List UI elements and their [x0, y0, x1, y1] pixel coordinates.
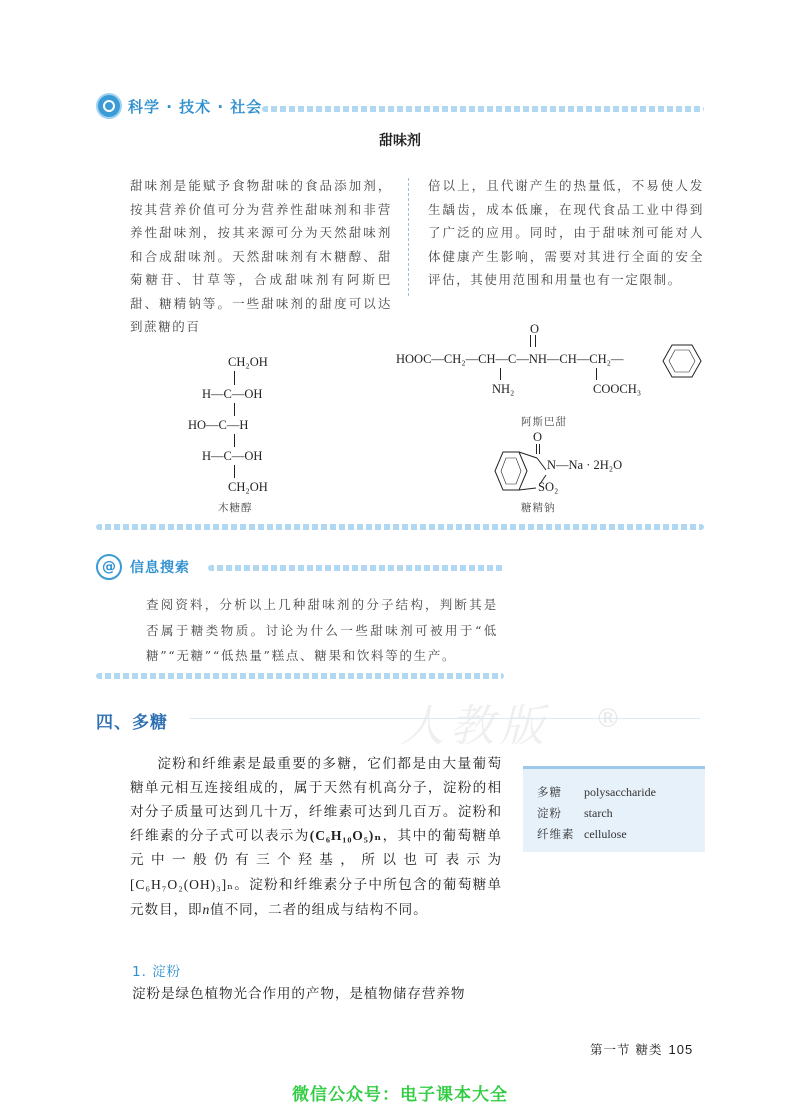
paragraph-text-3: 。淀粉和纤维素分子中所包含的葡萄糖单元数目，即 — [130, 876, 502, 918]
paragraph-text-2: ，其中的葡萄糖单元中一般仍有三个羟基，所以也可表示为 — [130, 828, 502, 869]
info-search-title: 信息搜索 — [130, 560, 190, 576]
paragraph-text-4: 值不同，二者的组成与结构不同。 — [210, 901, 428, 918]
section-rule — [190, 718, 700, 719]
glossary-item: 多糖 polysaccharide — [537, 785, 656, 799]
science-box-top-border — [262, 106, 704, 112]
glossary-item: 淀粉 starch — [537, 806, 613, 820]
science-box-header: 科学 · 技术 · 社会 — [128, 98, 263, 116]
info-search-bottom-border — [96, 673, 504, 679]
science-box-left-column: 甜味剂是能赋予食物甜味的食品添加剂，按其营养价值可分为营养性甜味剂和非营养性甜味剂，按其来源可分为天然甜味剂和合成甜味剂。天然甜味剂有木糖醇、甜菊糖苷、甘草等，合成甜味剂有阿斯巴甜、糖精钠等。一些甜味剂的甜度可以达到蔗糖的百 — [130, 178, 392, 334]
subsection-title: 1. 淀粉 — [132, 964, 182, 980]
glossary-box — [523, 766, 705, 852]
column-divider — [408, 178, 409, 296]
saccharin-caption: 糖精钠 — [521, 502, 556, 514]
at-sign-icon: @ — [96, 554, 122, 580]
xylitol-row-3: HO—C—H — [188, 418, 249, 432]
aspartame-structure: O HOOC—CH₂—CH—C—NH—CH—CH₂— NH₂ COOCH₃ — [396, 322, 706, 402]
wechat-banner: 微信公众号：电子课本大全 — [292, 1085, 508, 1105]
formula-starch: (C₆H₁₀O₅)ₙ — [309, 828, 383, 844]
aspartame-main-chain: HOOC—CH₂—CH—C—NH—CH—CH₂— — [396, 352, 624, 366]
xylitol-row-5: CH₂OH — [228, 480, 268, 494]
xylitol-row-2: H—C—OH — [202, 387, 263, 401]
section-title: 四、多糖 — [96, 713, 168, 733]
info-search-top-border — [208, 565, 504, 571]
aspartame-caption: 阿斯巴甜 — [521, 416, 567, 428]
glossary-item: 纤维素 cellulose — [537, 827, 627, 841]
page-footer — [590, 1040, 693, 1058]
subsection-text: 淀粉是绿色植物光合作用的产物，是植物储存营养物 — [132, 986, 466, 1002]
xylitol-row-1: CH₂OH — [228, 355, 268, 369]
science-box-title: 甜味剂 — [379, 133, 421, 149]
xylitol-caption: 木糖醇 — [218, 502, 253, 514]
science-box-bottom-border — [96, 524, 704, 530]
polysaccharide-paragraph — [130, 753, 502, 923]
registered-mark: ® — [595, 704, 621, 734]
variable-n: n — [202, 901, 211, 917]
page-number: 105 — [668, 1042, 694, 1057]
science-box-right-column: 倍以上，且代谢产生的热量低，不易使人发生龋齿，成本低廉，在现代食品工业中得到了广泛的应用。同时，由于甜味剂可能对人体健康产生影响，需要对其进行全面的安全评估，其使用范围和用量也有一定限制。 — [428, 178, 704, 287]
science-box-icon — [96, 93, 122, 119]
watermark-text: 人教版 — [400, 701, 550, 752]
saccharin-structure: O N—Na · 2H₂O SO₂ — [492, 430, 692, 500]
paragraph-text-1: 淀粉和纤维素是最重要的多糖，它们都是由大量葡萄糖单元相互连接组成的，属于天然有机高分子，淀粉的相对分子质量可达到几十万，纤维素可达到几百万。淀粉和纤维素的分子式可以表示为 — [130, 756, 502, 845]
xylitol-row-4: H—C—OH — [202, 449, 263, 463]
info-search-text: 查阅资料，分析以上几种甜味剂的分子结构，判断其是否属于糖类物质。讨论为什么一些甜味剂可被用于“低糖”“无糖”“低热量”糕点、糖果和饮料等的生产。 — [146, 597, 498, 663]
formula-glucose-unit: [C₆H₇O₂(OH)₃]ₙ — [130, 876, 234, 892]
footer-section: 第一节 糖类 — [590, 1042, 663, 1057]
